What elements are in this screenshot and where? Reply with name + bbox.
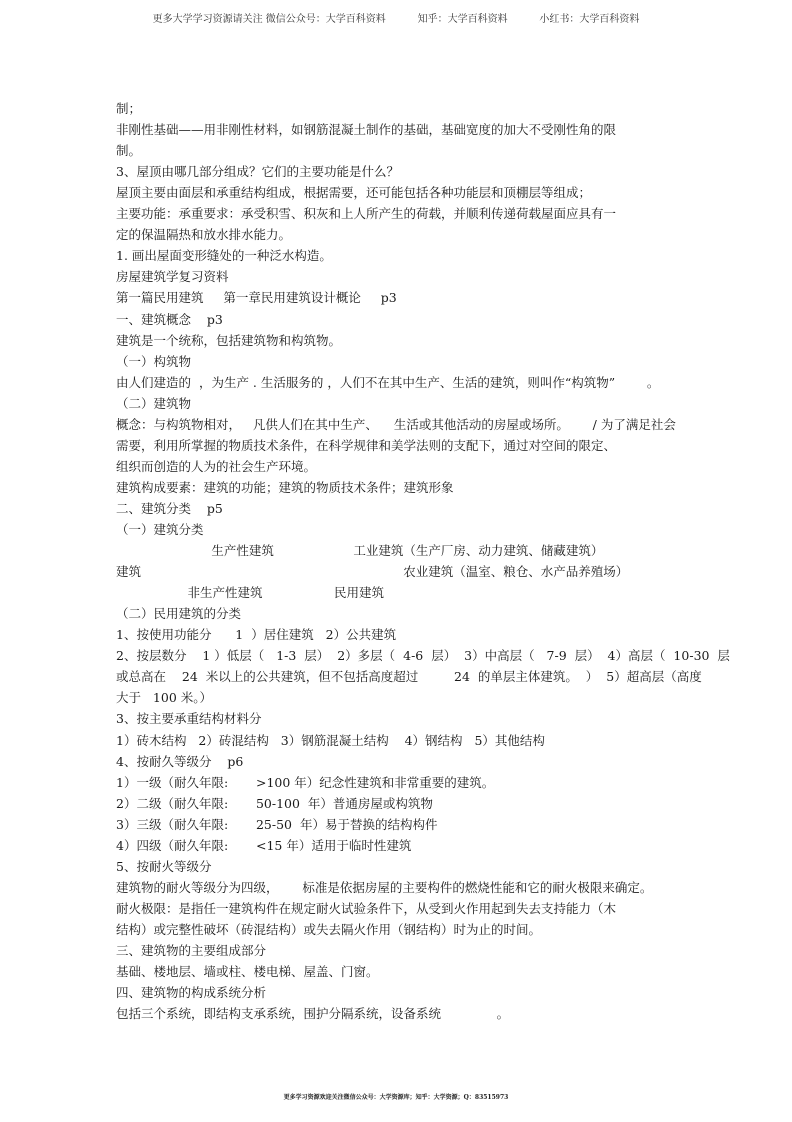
text-line: 由人们建造的 ，为生产 . 生活服务的 ，人们不在其中生产、生活的建筑，则叫作“构筑物” 。 <box>116 375 660 390</box>
text-line: 四、建筑物的构成系统分析 <box>116 985 267 1000</box>
text-line: 第一篇民用建筑 第一章民用建筑设计概论 p3 <box>116 290 397 305</box>
text-line: （二）建筑物 <box>116 396 192 411</box>
text-line: 主要功能：承重要求：承受积雪、积灰和上人所产生的荷载，并顺利传递荷载屋面应具有一 <box>116 206 617 221</box>
text-line: 3、屋顶由哪几部分组成？它们的主要功能是什么？ <box>116 164 399 179</box>
page-header: 更多大学学习资源请关注 微信公众号：大学百科资料 知乎：大学百科资料 小红书：大学百科资料 <box>152 14 640 25</box>
text-line: 三、建筑物的主要组成部分 <box>116 943 267 958</box>
text-line: 二、建筑分类 p5 <box>116 501 223 516</box>
text-line: 耐火极限：是指任一建筑构件在规定耐火试验条件下，从受到火作用起到失去支持能力（木 <box>116 901 617 916</box>
text-line: 1）一级（耐久年限: >100 年）纪念性建筑和非常重要的建筑。 <box>116 775 495 790</box>
text-line: 1、按使用功能分 1 ）居住建筑 2）公共建筑 <box>116 627 397 642</box>
text-line: 结构）或完整性破坏（砖混结构）或失去隔火作用（钢结构）时为止的时间。 <box>116 922 542 937</box>
text-line: 1. 画出屋面变形缝处的一种泛水构造。 <box>116 248 332 263</box>
text-line: 2）二级（耐久年限: 50-100 年）普通房屋或构筑物 <box>116 796 433 811</box>
text-line: 制。 <box>116 143 142 158</box>
text-line: 非生产性建筑 民用建筑 <box>116 585 385 600</box>
text-line: 一、建筑概念 p3 <box>116 312 223 327</box>
text-line: 3、按主要承重结构材料分 <box>116 711 262 726</box>
text-line: 建筑 农业建筑（温室、粮仓、水产品养殖场） <box>116 564 629 579</box>
text-line: 制； <box>116 101 142 116</box>
text-line: 建筑是一个统称，包括建筑物和构筑物。 <box>116 333 342 348</box>
page-footer: 更多学习资源欢迎关注微信公众号：大学资源库；知乎：大学资源；Q：83515973 <box>283 1094 509 1101</box>
text-line: （一）建筑分类 <box>116 522 204 537</box>
text-line: 或总高在 24 米以上的公共建筑，但不包括高度超过 24 的单层主体建筑。 ） 5）超高层（高度 <box>116 669 702 684</box>
text-line: （一）构筑物 <box>116 354 192 369</box>
text-line: 基础、楼地层、墙或柱、楼电梯、屋盖、门窗。 <box>116 964 379 979</box>
text-line: 房屋建筑学复习资料 <box>116 269 229 284</box>
text-line: 4）四级（耐久年限: <15 年）适用于临时性建筑 <box>116 838 412 853</box>
text-line: 包括三个系统，即结构支承系统，围护分隔系统，设备系统 。 <box>116 1006 510 1021</box>
text-line: 3）三级（耐久年限: 25-50 年）易于替换的结构构件 <box>116 817 438 832</box>
text-line: 组织而创造的人为的社会生产环境。 <box>116 459 317 474</box>
text-line: 需要，利用所掌握的物质技术条件，在科学规律和美学法则的支配下，通过对空间的限定、 <box>116 438 617 453</box>
text-line: 概念：与构筑物相对， 凡供人们在其中生产、 生活或其他活动的房屋或场所。 / 为了满足社会 <box>116 417 676 432</box>
text-line: 建筑构成要素：建筑的功能；建筑的物质技术条件；建筑形象 <box>116 480 454 495</box>
text-line: （二）民用建筑的分类 <box>116 606 242 621</box>
text-line: 1）砖木结构 2）砖混结构 3）钢筋混凝土结构 4）钢结构 5）其他结构 <box>116 733 545 748</box>
text-line: 5、按耐火等级分 <box>116 859 212 874</box>
text-line: 2、按层数分 1 ）低层（ 1-3 层） 2）多层（ 4-6 层） 3）中高层（ 7-9 层） 4）高层（ 10-30 层 <box>116 648 730 663</box>
text-line: 定的保温隔热和放水排水能力。 <box>116 227 292 242</box>
text-line: 非刚性基础——用非刚性材料，如钢筋混凝土制作的基础，基础宽度的加大不受刚性角的限 <box>116 122 617 137</box>
text-line: 屋顶主要由面层和承重结构组成，根据需要，还可能包括各种功能层和顶棚层等组成； <box>116 185 592 200</box>
text-line: 大于 100 米。） <box>116 690 213 705</box>
text-line: 4、按耐久等级分 p6 <box>116 754 244 769</box>
text-line: 生产性建筑 工业建筑（生产厂房、动力建筑、储藏建筑） <box>116 543 604 558</box>
text-line: 建筑物的耐火等级分为四级， 标准是依据房屋的主要构件的燃烧性能和它的耐火极限来确定。 <box>116 880 653 895</box>
